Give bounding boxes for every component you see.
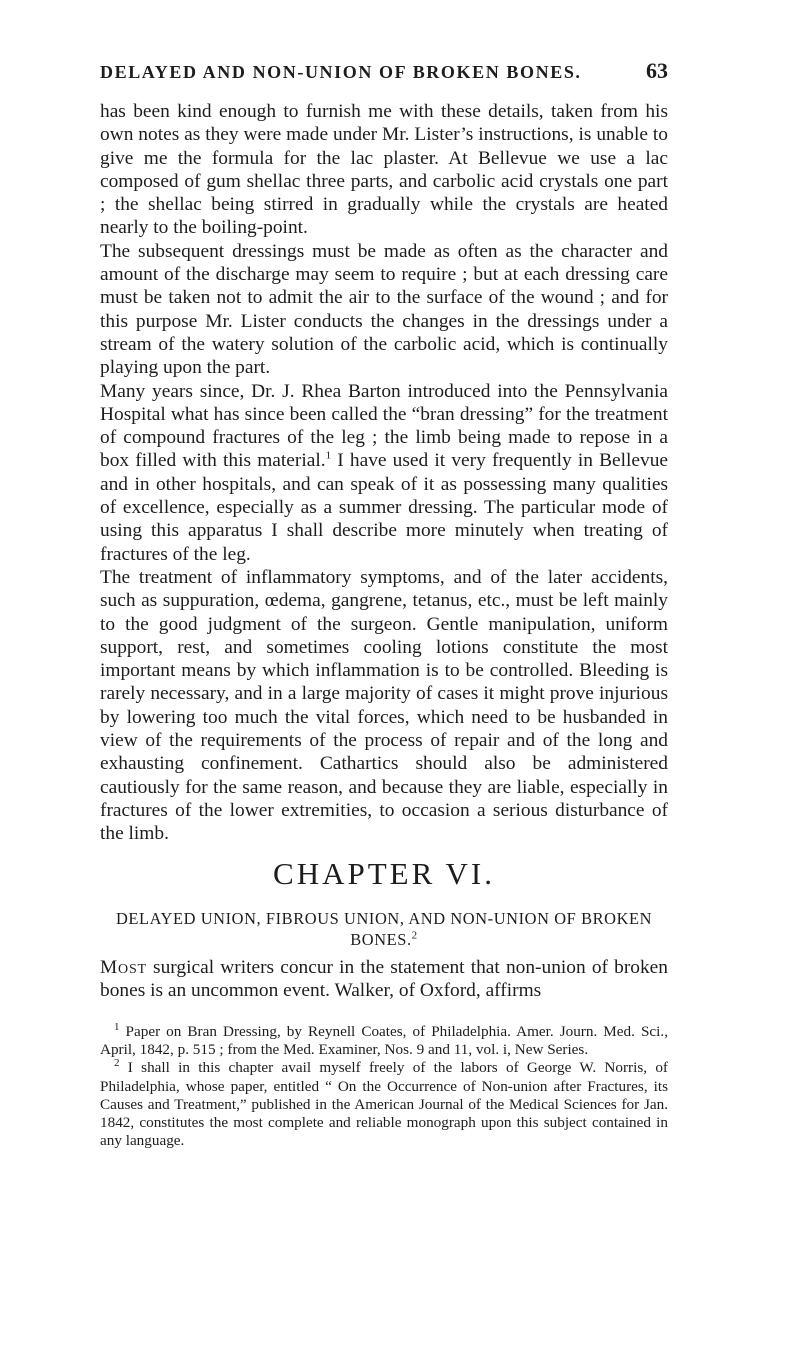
bran-dressing-text: Many years since, Dr. J. Rhea Barton introduced into the Pennsylvania Hospital what has since been called the “bran dressing” for the treatment of compound fractures of the leg ; the limb being made to repose in a box filled with this material. [100, 380, 668, 472]
footnote [100, 1020, 668, 1059]
chapter-lead-word: Most [100, 957, 147, 978]
footnote [100, 1059, 668, 1150]
chapter-opening-paragraph [100, 956, 668, 1003]
footnotes [100, 1020, 668, 1150]
footnote-ref-1: 1 [325, 449, 332, 462]
bran-dressing-continued: I have used it very frequently in Bellevue and in other hospitals, and can speak of it as possessing many qualities of excellence, especially as a summer dressing. The particular mode of using this apparatus I shall describe more minutely when treating of fractures of the leg. [100, 450, 669, 565]
chapter-opening [100, 956, 668, 1003]
chapter-subtitle [100, 908, 668, 950]
footnote-text: I shall in this chapter avail myself freely of the labors of George W. Norris, of Philadelphia, whose paper, entitled “ On the Occurrence of Non-union after Fractures, its Causes and Treatment,” published in the American Journal of the Medical Sciences for Jan. 1842, constitutes the most complete and reliable monograph upon this subject contained in any language. [100, 1059, 668, 1150]
paragraph-inflammatory-treatment: The treatment of inflammatory symptoms, and of the later accidents, such as suppuration, œdema, gangrene, tetanus, etc., must be left mainly to the good judgment of the surgeon. Gentle manipulation, uniform support, rest, and sometimes cooling lotions constitute the most important means by which inflammation is to be controlled. Bleeding is rarely necessary, and in a large majority of cases it might prove injurious by lowering too much the vital forces, which need to be husbanded in view of the requirements of the process of repair and of the long and exhausting confinement. Cathartics should also be administered cautiously for the same reason, and because they are liable, especially in fractures of the lower extremities, to occasion a serious disturbance of the limb. [100, 566, 668, 845]
running-head [100, 58, 668, 86]
footnote-text: Paper on Bran Dressing, by Reynell Coates, of Philadelphia. Amer. Journ. Med. Sci., April, 1842, p. 515 ; from the Med. Examiner, Nos. 9 and 11, vol. i, New Series. [100, 1023, 668, 1059]
body-text [100, 100, 668, 846]
footnote-mark: 1 [114, 1020, 120, 1033]
paragraph-bran-dressing [100, 380, 668, 566]
footnote-mark: 2 [114, 1057, 120, 1070]
running-head-title: DELAYED AND NON-UNION OF BROKEN BONES. [100, 62, 582, 82]
chapter-title: CHAPTER VI. [273, 856, 495, 891]
paragraph-subsequent-dressings: The subsequent dressings must be made as often as the character and amount of the discharge may seem to require ; but at each dressing care must be taken not to admit the air to the surface of the wound ; and for this purpose Mr. Lister conducts the changes in the dressings under a stream of the watery solution of the carbolic acid, which is continually playing upon the part. [100, 240, 668, 379]
page-number: 63 [646, 58, 668, 83]
paragraph-lac-plaster: has been kind enough to furnish me with these details, taken from his own notes as they were made under Mr. Lister’s instructions, is unable to give me the formula for the lac plaster. At Bellevue we use a lac composed of gum shellac three parts, and carbolic acid crystals one part ; the shellac being stirred in gradually while the crystals are heated nearly to the boiling-point. [100, 101, 668, 239]
chapter-opening-text: surgical writers concur in the statement that non-union of broken bones is an uncommon event. Walker, of Oxford, affirms [100, 957, 668, 1002]
chapter-subtitle-text: DELAYED UNION, FIBROUS UNION, AND NON-UNION OF BROKEN BONES. [115, 909, 653, 949]
footnote-ref-2: 2 [411, 929, 418, 942]
